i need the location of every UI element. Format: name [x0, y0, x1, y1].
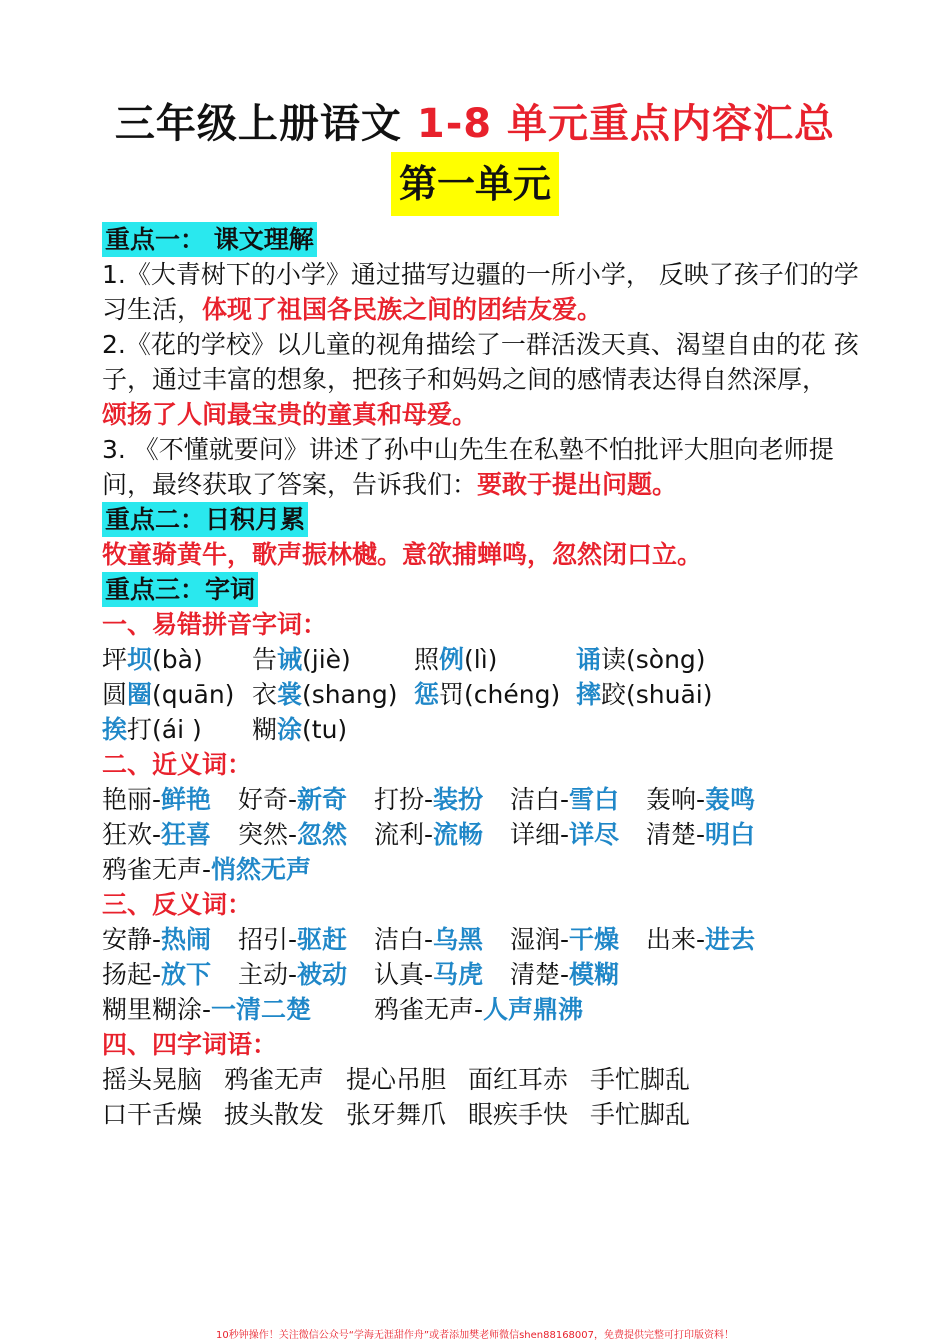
antonym-pair: 安静-热闹 [102, 925, 212, 954]
idiom-word: 披头散发 [224, 1100, 325, 1129]
antonym-row [102, 957, 862, 992]
synonym-pair: 流利-流畅 [374, 820, 484, 849]
pinyin-heading-row [102, 607, 862, 642]
idiom-heading: 四、四字词语： [102, 1030, 278, 1059]
content-body [102, 222, 862, 1132]
pinyin-row [102, 677, 862, 712]
synonym-pair: 突然-忽然 [238, 820, 348, 849]
pinyin-word: 照例(lì) [414, 645, 498, 674]
title-red: 1-8 单元重点内容汇总 [416, 101, 836, 147]
antonym-row [102, 922, 862, 957]
idiom-row [102, 1062, 862, 1097]
synonym-pair: 轰响-轰鸣 [646, 785, 756, 814]
footer-note: 10秒钟操作！关注微信公众号“学海无涯甜作舟”或者添加樊老师微信shen88168007，免费提供完整可打印版资料！ [215, 1330, 735, 1341]
pinyin-word: 糊涂(tu) [252, 715, 348, 744]
synonym-pair: 艳丽-鲜艳 [102, 785, 212, 814]
idiom-word: 面红耳赤 [468, 1065, 569, 1094]
antonym-pair: 扬起-放下 [102, 960, 212, 989]
unit-label-wrap [0, 152, 950, 216]
pinyin-word: 圆圈(quān) [102, 680, 235, 709]
idiom-word: 眼疾手快 [468, 1100, 569, 1129]
point1-item3 [102, 432, 862, 502]
idiom-word: 摇头晃脑 [102, 1065, 203, 1094]
pinyin-heading: 一、易错拼音字词： [102, 610, 328, 639]
synonym-pair: 打扮-装扮 [374, 785, 484, 814]
idiom-word: 张牙舞爪 [346, 1100, 447, 1129]
title-black: 三年级上册语文 [114, 101, 402, 147]
pinyin-word: 诵读(sòng) [576, 645, 706, 674]
pinyin-word: 衣裳(shang) [252, 680, 398, 709]
point2-poem: 牧童骑黄牛，歌声振林樾。意欲捕蝉鸣，忽然闭口立。 [102, 540, 703, 569]
point1-item3-text: 3. 《不懂就要问》讲述了孙中山先生在私塾不怕批评大胆向老师提问，最终获取了答案，告诉我们： [102, 435, 834, 499]
antonym-pair: 湿润-干燥 [510, 925, 620, 954]
synonym-row [102, 817, 862, 852]
pinyin-word: 告诫(jiè) [252, 645, 351, 674]
idiom-word: 手忙脚乱 [590, 1065, 691, 1094]
synonym-pair: 详细-详尽 [510, 820, 620, 849]
synonym-row [102, 852, 862, 887]
point1-heading: 重点一： 课文理解 [102, 222, 317, 257]
antonym-pair: 清楚-模糊 [510, 960, 620, 989]
point1-item1-text: 1.《大青树下的小学》通过描写边疆的一所小学， 反映了孩子们的学习生活， [102, 260, 859, 324]
antonym-row [102, 992, 862, 1027]
pinyin-word: 坪坝(bà) [102, 645, 203, 674]
synonym-heading: 二、近义词： [102, 750, 253, 779]
point3-heading: 重点三：字词 [102, 572, 258, 607]
synonym-row [102, 782, 862, 817]
synonym-pair: 清楚-明白 [646, 820, 756, 849]
point1-item1 [102, 257, 862, 327]
pinyin-word: 惩罚(chéng) [414, 680, 561, 709]
synonym-pair: 鸦雀无声-悄然无声 [102, 855, 312, 884]
antonym-pair: 鸦雀无声-人声鼎沸 [374, 995, 584, 1024]
antonym-pair: 洁白-乌黑 [374, 925, 484, 954]
point1-item1-emph: 体现了祖国各民族之间的团结友爱。 [202, 295, 603, 324]
antonym-heading-row [102, 887, 862, 922]
antonym-heading: 三、反义词： [102, 890, 253, 919]
idiom-word: 口干舌燥 [102, 1100, 203, 1129]
synonym-pair: 洁白-雪白 [510, 785, 620, 814]
synonym-pair: 狂欢-狂喜 [102, 820, 212, 849]
antonym-pair: 招引-驱赶 [238, 925, 348, 954]
page-title [0, 92, 950, 149]
pinyin-row [102, 642, 862, 677]
antonym-pair: 主动-被动 [238, 960, 348, 989]
point1-item3-emph: 要敢于提出问题。 [477, 470, 678, 499]
point2-heading: 重点二：日积月累 [102, 502, 308, 537]
synonym-heading-row [102, 747, 862, 782]
point1-heading-row [102, 222, 862, 257]
point2-heading-row [102, 502, 862, 537]
idiom-heading-row [102, 1027, 862, 1062]
pinyin-word: 挨打(ái ) [102, 715, 202, 744]
idiom-word: 手忙脚乱 [590, 1100, 691, 1129]
pinyin-word: 摔跤(shuāi) [576, 680, 713, 709]
point1-item2-text: 2.《花的学校》以儿童的视角描绘了一群活泼天真、渴望自由的花 孩子，通过丰富的想象，把孩子和妈妈之间的感情表达得自然深厚， [102, 330, 859, 394]
synonym-pair: 好奇-新奇 [238, 785, 348, 814]
idiom-row [102, 1097, 862, 1132]
pinyin-row [102, 712, 862, 747]
point1-item2 [102, 327, 862, 397]
point2-poem-row [102, 537, 862, 572]
antonym-pair: 认真-马虎 [374, 960, 484, 989]
point1-item2-emph: 颂扬了人间最宝贵的童真和母爱。 [102, 400, 478, 429]
unit-label: 第一单元 [391, 152, 559, 216]
idiom-word: 提心吊胆 [346, 1065, 447, 1094]
point1-item2-emph-row [102, 397, 862, 432]
antonym-pair: 糊里糊涂-一清二楚 [102, 995, 312, 1024]
antonym-pair: 出来-进去 [646, 925, 756, 954]
point3-heading-row [102, 572, 862, 607]
idiom-word: 鸦雀无声 [224, 1065, 325, 1094]
